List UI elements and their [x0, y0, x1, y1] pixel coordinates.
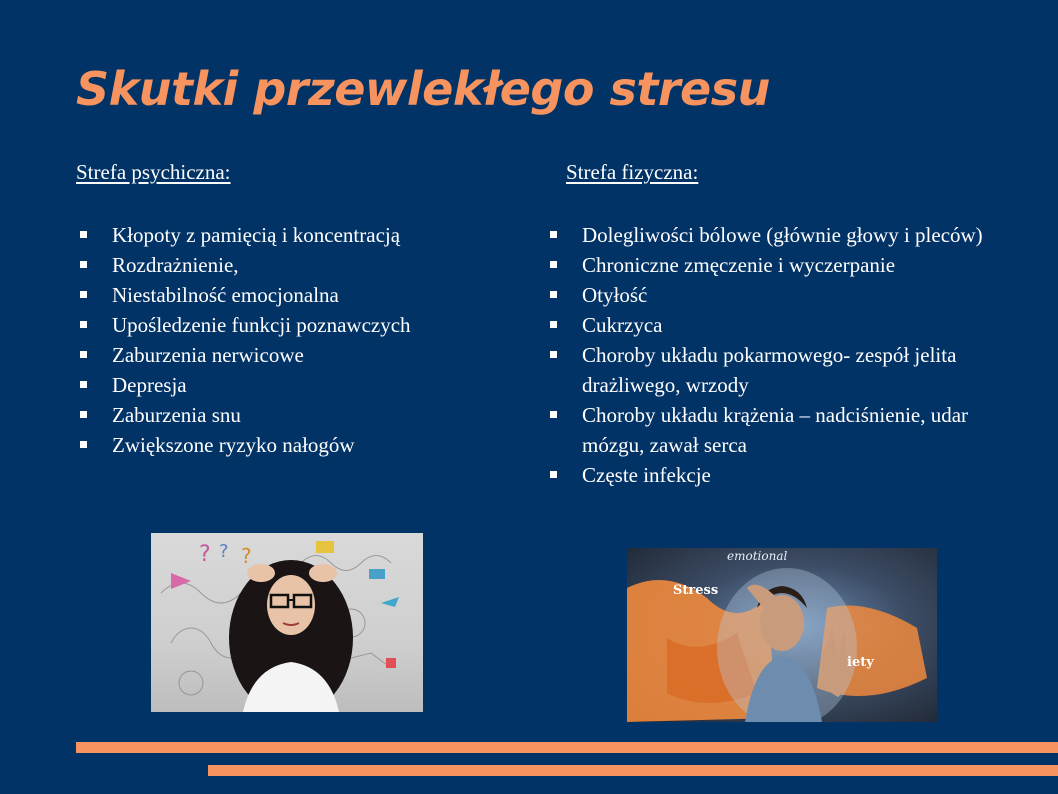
list-item: Upośledzenie funkcji poznawczych: [76, 310, 516, 340]
list-item: Niestabilność emocjonalna: [76, 280, 516, 310]
physical-zone-heading: Strefa fizyczna:: [566, 160, 699, 184]
list-item: Otyłość: [546, 280, 1016, 310]
emotional-word: emotional: [727, 549, 788, 563]
stressed-woman-photo: [151, 533, 423, 712]
list-item: Kłopoty z pamięcią i koncentracją: [76, 220, 516, 250]
svg-text:?: ?: [199, 542, 211, 567]
psychic-effects-list: [76, 220, 516, 460]
list-item: Depresja: [76, 370, 516, 400]
list-item: Zaburzenia nerwicowe: [76, 340, 516, 370]
list-item: Choroby układu pokarmowego- zespół jelita drażliwego, wrzody: [546, 340, 1016, 400]
anxiety-word: iety: [847, 655, 874, 670]
list-item: Dolegliwości bólowe (głównie głowy i pleców): [546, 220, 1016, 250]
list-item: Rozdrażnienie,: [76, 250, 516, 280]
svg-text:?: ?: [219, 541, 229, 562]
psychic-zone-heading: Strefa psychiczna:: [76, 160, 231, 184]
list-item: Chroniczne zmęczenie i wyczerpanie: [546, 250, 1016, 280]
accent-stripe-top: [76, 742, 1058, 753]
list-item: Częste infekcje: [546, 460, 1016, 490]
slide-title: Skutki przewlekłego stresu: [76, 62, 770, 116]
svg-text:?: ?: [241, 544, 252, 568]
accent-stripe-bottom: [208, 765, 1058, 776]
physical-effects-list: [546, 220, 1016, 490]
list-item: Zwiększone ryzyko nałogów: [76, 430, 516, 460]
stress-word: Stress: [673, 583, 719, 598]
list-item: Zaburzenia snu: [76, 400, 516, 430]
stress-collage-photo: [627, 548, 937, 722]
list-item: Choroby układu krążenia – nadciśnienie, udar mózgu, zawał serca: [546, 400, 1016, 460]
list-item: Cukrzyca: [546, 310, 1016, 340]
stressed-woman-illustration: [151, 533, 423, 712]
stress-collage-illustration: [627, 548, 937, 722]
